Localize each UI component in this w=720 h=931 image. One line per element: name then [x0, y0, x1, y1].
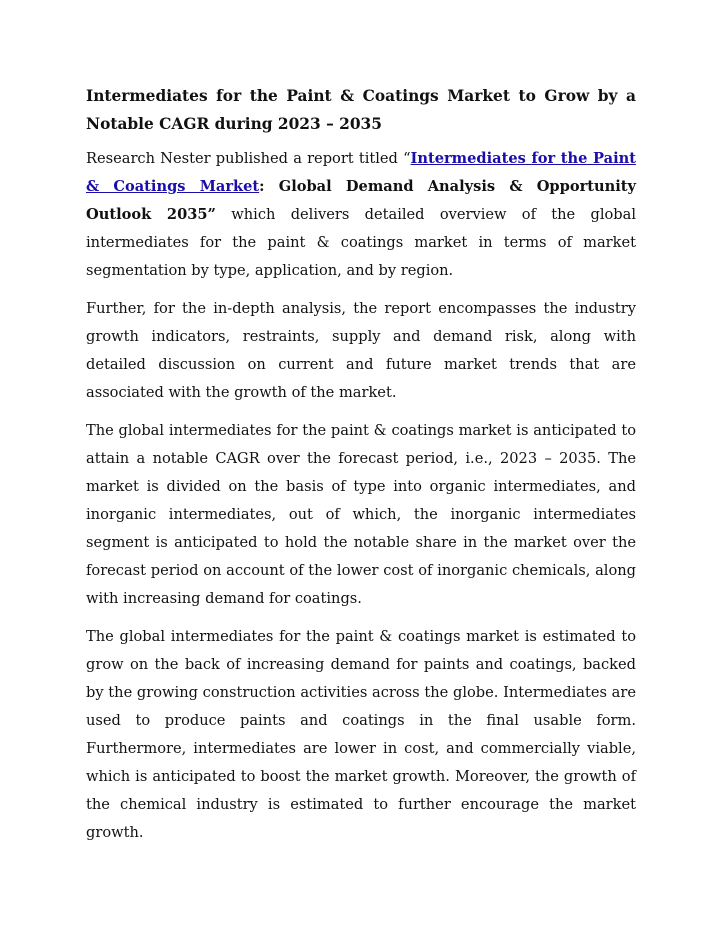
report-title-link[interactable]: Intermediates for the Paint & Coatings Market [86, 150, 636, 195]
document-page [86, 82, 636, 857]
intro-rest: which delivers detailed overview of the global intermediates for the paint & coatings market in terms of market segmentation by type, application, and by region. [86, 206, 636, 279]
intro-paragraph [86, 145, 636, 285]
document-title: Intermediates for the Paint & Coatings Market to Grow by a Notable CAGR during 2023 – 2035 [86, 87, 636, 133]
paragraph-market-segmentation: The global intermediates for the paint & coatings market is anticipated to attain a notable CAGR over the forecast period, i.e., 2023 – 2035. The market is divided on the basis of type into organic intermediates, and inorganic intermediates, out of which, the inorganic intermediates segment is anticipated to hold the notable share in the market over the forecast period on account of the lower cost of inorganic chemicals, along with increasing demand for coatings. [86, 422, 636, 607]
report-title-suffix: : Global Demand Analysis & Opportunity Outlook 2035” [86, 178, 636, 223]
intro-prefix: Research Nester published a report titled “ [86, 150, 411, 167]
paragraph-market-growth: The global intermediates for the paint & coatings market is estimated to grow on the back of increasing demand for paints and coatings, backed by the growing construction activities across the globe. Intermediates are used to produce paints and coatings in the final usable form. Furthermore, intermediates are lower in cost, and commercially viable, which is anticipated to boost the market growth. Moreover, the growth of the chemical industry is estimated to further encourage the market growth. [86, 628, 636, 841]
paragraph-analysis: Further, for the in-depth analysis, the report encompasses the industry growth indicators, restraints, supply and demand risk, along with detailed discussion on current and future market trends that are associated with the growth of the market. [86, 300, 636, 401]
